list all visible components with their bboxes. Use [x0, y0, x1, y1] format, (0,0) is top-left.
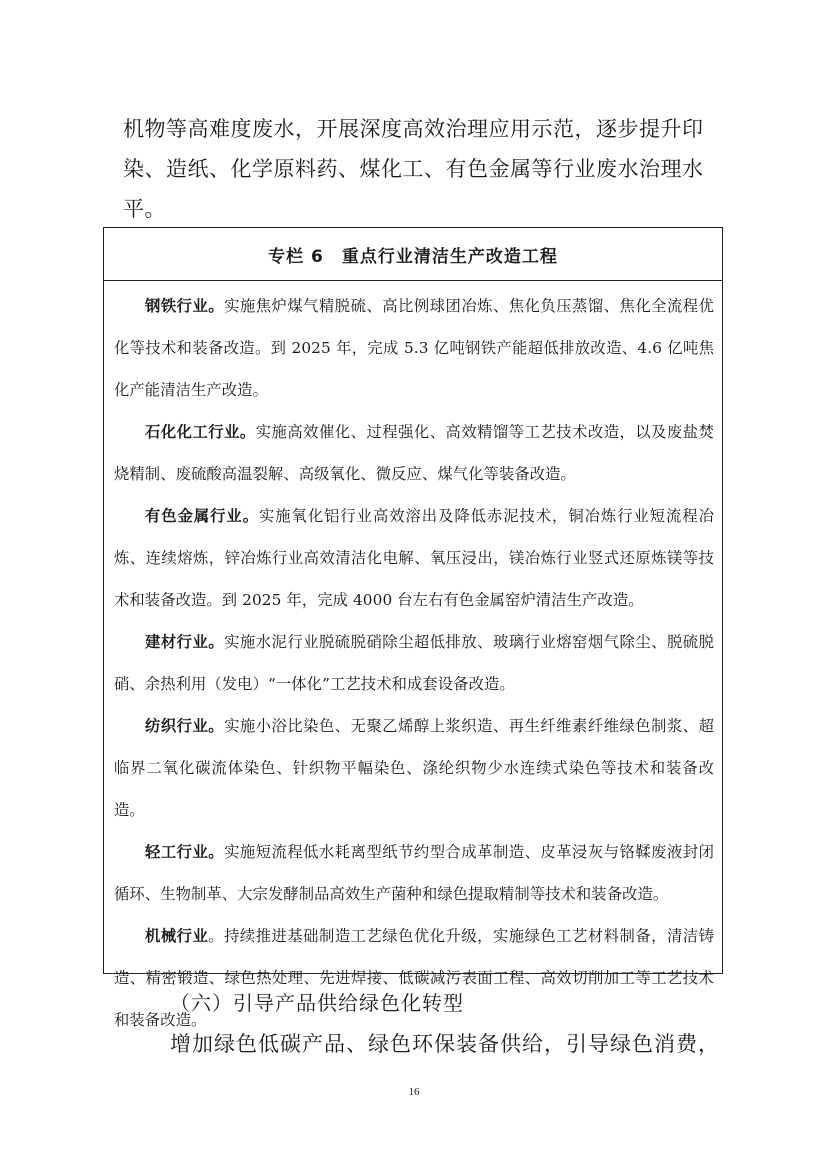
- box-title-number: 专栏 6: [268, 246, 324, 267]
- industry-item-building-materials: [114, 621, 714, 705]
- industry-item-petrochemical: [114, 411, 714, 495]
- industry-item-light-industry: [114, 831, 714, 915]
- industry-text: 实施焦炉煤气精脱硫、高比例球团冶炼、焦化负压蒸馏、焦化全流程优化等技术和装备改造。到 2025 年，完成 5.3 亿吨钢铁产能超低排放改造、4.6 亿吨焦化产能清洁生产改造。: [114, 297, 714, 399]
- intro-line: 染、造纸、化学原料药、煤化工、有色金属等行业废水治理水: [123, 157, 704, 181]
- intro-line: 机物等高难度废水，开展深度高效治理应用示范，逐步提升印: [123, 117, 704, 141]
- industry-lead: 有色金属行业。: [145, 507, 259, 525]
- industry-item-nonferrous: [114, 495, 714, 621]
- intro-line: 平。: [123, 197, 166, 221]
- industry-item-steel: [114, 285, 714, 411]
- industry-lead: 轻工行业。: [145, 843, 225, 861]
- box-body: [104, 281, 722, 1041]
- industry-lead: 石化化工行业。: [145, 423, 256, 441]
- box-title: [104, 228, 722, 281]
- industry-text: 。持续推进基础制造工艺绿色优化升级，实施绿色工艺材料制备，清洁铸造、精密锻造、绿色热处理、先进焊接、低碳减污表面工程、高效切削加工等工艺技术和装备改造。: [114, 927, 715, 1029]
- closing-paragraph: 增加绿色低碳产品、绿色环保装备供给，引导绿色消费，: [170, 1032, 720, 1056]
- industry-text: 实施短流程低水耗离型纸节约型合成革制造、皮革浸灰与铬鞣废液封闭循环、生物制革、大宗发酵制品高效生产菌种和绿色提取精制等技术和装备改造。: [114, 843, 714, 903]
- industry-lead: 建材行业。: [145, 633, 225, 651]
- industry-text: 实施水泥行业脱硫脱硝除尘超低排放、玻璃行业熔窑烟气除尘、脱硫脱硝、余热利用（发电）“一体化”工艺技术和成套设备改造。: [114, 633, 714, 693]
- section-heading: （六）引导产品供给绿色化转型: [170, 991, 464, 1015]
- industry-lead: 纺织行业。: [145, 717, 225, 735]
- page-number: 16: [408, 1086, 420, 1098]
- industry-text: 实施小浴比染色、无聚乙烯醇上浆织造、再生纤维素纤维绿色制浆、超临界二氧化碳流体染色、针织物平幅染色、涤纶织物少水连续式染色等技术和装备改造。: [114, 717, 714, 819]
- industry-item-textile: [114, 705, 714, 831]
- industry-text: 实施氧化铝行业高效溶出及降低赤泥技术，铜冶炼行业短流程冶炼、连续熔炼，锌冶炼行业高效清洁化电解、氧压浸出，镁冶炼行业竖式还原炼镁等技术和装备改造。到 2025 年，完成 4000 台左右有色金属窑炉清洁生产改造。: [114, 507, 714, 609]
- industry-lead: 机械行业: [145, 927, 209, 945]
- industry-text: 实施高效催化、过程强化、高效精馏等工艺技术改造，以及废盐焚烧精制、废硫酸高温裂解、高级氧化、微反应、煤气化等装备改造。: [114, 423, 715, 483]
- industry-item-machinery: [114, 915, 714, 1041]
- industry-lead: 钢铁行业。: [145, 297, 225, 315]
- box-title-text: 重点行业清洁生产改造工程: [341, 246, 558, 267]
- intro-paragraph: [123, 109, 708, 229]
